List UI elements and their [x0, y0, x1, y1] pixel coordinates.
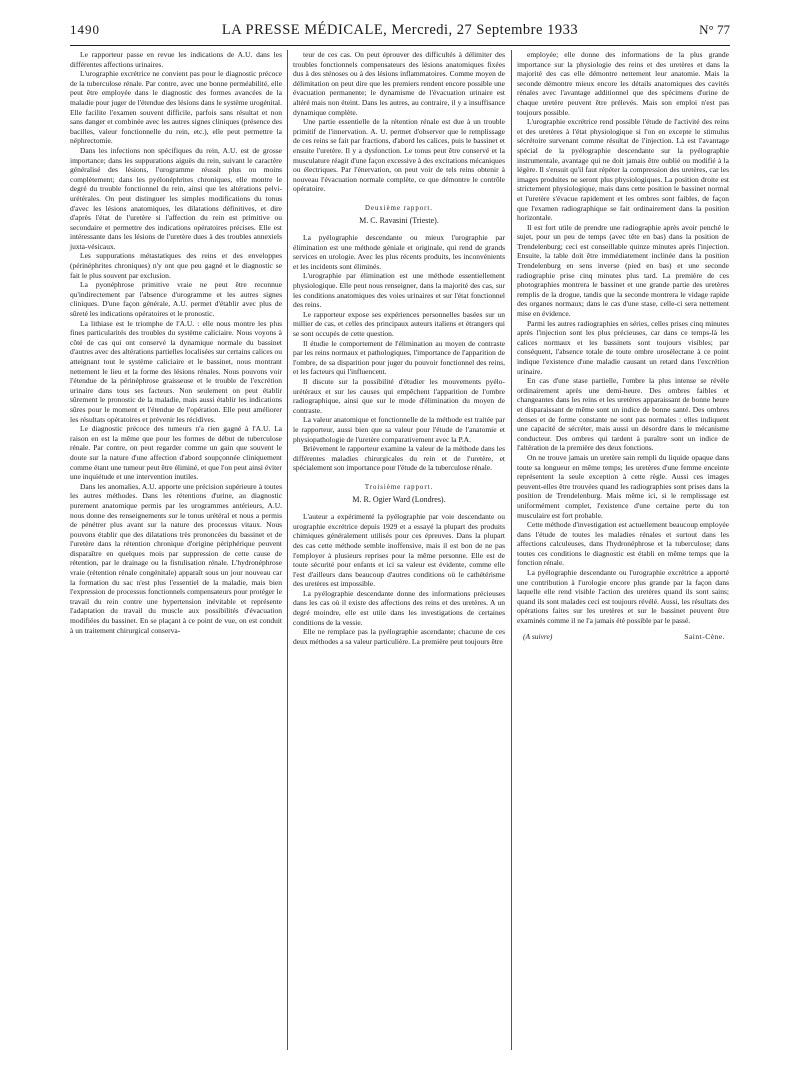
paragraph: La lithiase est le triomphe de l'A.U. : elle nous montre les plus fines particularités des troubles du système caliciaire. Nous voyons à côté de cas qui ont conservé la dynamique normale du bassinet d'autres avec des altérations partielles localisées sur certains calices ou atteignant tout le système caliciaire et le bassinet, nous montrant nettement le lieu et la forme des lésions rénales. Nous pouvons voir l'étendue de la périnéphrose graisseuse et le trouble de l'excrétion urinaire dans tous ses facteurs. Non seulement on peut établir sûrement le pronostic de la maladie, mais aussi établir les indications sûres pour le moment et l'étendue de l'opération. Elle peut améliorer les résultats opératoires et prévenir les récidives.: [70, 318, 282, 424]
issue-number: N° 77: [699, 22, 730, 37]
paragraph: Elle ne remplace pas la pyélographie ascendante; chacune de ces deux méthodes a sa valeur particulière. La première peut toujours être: [293, 627, 505, 646]
paragraph: La valeur anatomique et fonctionnelle de la méthode est traitée par le rapporteur, aussi bien que sa valeur pour l'étude de l'anatomie et physiopathologie de l'uretère comparativement avec la P.A.: [293, 415, 505, 444]
paragraph: Dans les infections non spécifiques du rein, A.U. est de grosse importance; dans les suppurations aiguës du rein, suivant le caractère généralisé des lésions, l'urogramme réussit plus ou moins complètement; dans les pyélonéphrites chroniques, elle montre le degré du trouble fonctionnel du rein, ainsi que les altérations pelvi-urétérales. On peut distinguer les simples modifications du tonus d'avec les lésions anatomiques, les dilatations définitives, et dire d'après l'état de l'uretère si l'affection du rein est primitive ou secondaire et permettre des indications opératoires précises. Elle est intéressante dans les lésions de l'uretère dues à des troubles annexiels juxta-vésicaux.: [70, 145, 282, 251]
paragraph: L'urographie par élimination est une méthode essentiellement physiologique. Elle peut nous renseigner, dans la majorité des cas, sur les conditions anatomiques des voies urinaires et sur l'état fonctionnel des reins.: [293, 271, 505, 310]
section-author: M. C. Ravasini (Trieste).: [359, 215, 439, 225]
section-label: Deuxième rapport.: [365, 204, 433, 212]
section-label: Troisième rapport.: [364, 483, 434, 491]
paragraph: Le rapporteur passe en revue les indications de A.U. dans les différentes affections urinaires.: [70, 50, 282, 69]
paragraph: Parmi les autres radiographies en séries, celles prises cinq minutes après l'injection sont les plus précieuses, car dans ce temps-là les calices normaux et les bassinets sont toujours visibles; par conséquent, l'absence totale de toute ombre urosélectane à ce point indique l'existence d'une maladie causant un retard dans l'excrétion urinaire.: [517, 318, 729, 376]
paragraph: On ne trouve jamais un uretère sain rempli du liquide opaque dans toute sa longueur en même temps; les uretères d'une femme enceinte représentent la seule exception à cette règle. Aussi ces images peuvent-elles être trouvées quand les radiographies sont prises dans la position de Trendelenburg. Mais même ici, si le remplissage est uniformément complet, l'existence d'une certaine perte du ton musculaire est fort probable.: [517, 452, 729, 520]
paragraph: La pyélographie descendante donne des informations précieuses dans les cas où il existe des affections des reins et des uretères. A un degré moindre, elle est utile dans les investigations de certaines conditions de la vessie.: [293, 588, 505, 627]
paragraph: Le rapporteur expose ses expériences personnelles basées sur un millier de cas, et celles des principaux auteurs italiens et étrangers qui se sont occupés de cette question.: [293, 309, 505, 339]
paragraph: Il discute sur la possibilité d'étudier les mouvements pyélo-urétéraux et sur les causes qui empêchent l'apparition de l'ombre radiographique, ainsi que sur le mode d'élimination du moyen de contraste.: [293, 377, 505, 415]
column-2: [293, 50, 505, 646]
column-divider: [287, 50, 288, 1050]
paragraph: Brièvement le rapporteur examine la valeur de la méthode dans les différentes maladies chirurgicales du rein et de l'uretère, et spécialement son importance pour l'étude de la tuberculose rénale.: [293, 444, 505, 473]
paragraph: teur de ces cas. On peut éprouver des difficultés à délimiter des troubles fonctionnels compensateurs des lésions anatomiques fixées dus à des sténoses ou à des lésions inflammatoires. Comme moyen de délimitation on peut dire que les premiers rendent encore possible une évacuation permanente; le dynamisme de l'évacuation urinaire est altéré mais non éteint. Dans les autres, au contraire, il y a insuffisance dynamique complète.: [293, 50, 505, 117]
paragraph: employée; elle donne des informations de la plus grande importance sur la physiologie des reins et des uretères et dans la majorité des cas elle démontre nettement leur anatomie. Mais la seconde démontre mieux encore les détails anatomiques des cavités rénales avec l'avantage additionnel que des spécimens d'urine de chaque uretère peuvent être prélevés. Mais son emploi n'est pas toujours possible.: [517, 50, 729, 117]
journal-title: LA PRESSE MÉDICALE, Mercredi, 27 Septembre 1933: [221, 22, 579, 38]
paragraph: En cas d'une stase partielle, l'ombre la plus intense se révèle ordinairement après une demi-heure. Des ombres faibles et changeantes dans les reins et les uretères apparaissant de bonne heure et disparaissant de même sont un indice de bonne santé. Des ombres denses et de forme constante ne sont pas normales : elles indiquent une capacité de sécréter, mais aussi un désordre dans le mécanisme conducteur. Des ombres qui tardent à paraître sont un indice de l'altération de la première des deux fonctions.: [517, 376, 729, 453]
header-rule: [70, 45, 730, 46]
column-1: [70, 50, 282, 635]
section-author: M. R. Ogier Ward (Londres).: [352, 494, 446, 504]
signature: Saint-Cène.: [684, 631, 725, 641]
paragraph: La pyélographie descendante ou mieux l'urographie par élimination est une méthode géniale et originale, qui rend de grands services en urologie. Avec les plus récents produits, les inconvénients et les incidents sont éliminés.: [293, 233, 505, 271]
paragraph: Les suppurations métastatiques des reins et des enveloppes (périnéphrites chroniques) n'y ont que peu gagné et le diagnostic se fait le plus souvent par exclusion.: [70, 251, 282, 280]
column-3: [517, 50, 729, 644]
paragraph: Une partie essentielle de la rétention rénale est due à un trouble primitif de l'innervation. A. U. permet d'observer que le remplissage de ces reins se fait par fractions, d'abord les calices, puis le bassinet et ensuite l'uretère. Il y a dysfonction. Le tonus peut être conservé et la musculature réagit d'une façon excessive à des excitations mécaniques ou électriques. Par l'énervation, on peut voir de tels reins obtenir à nouveau l'évacuation normale complète, ce que démontre le contrôle opératoire.: [293, 117, 505, 194]
continued-note: (A suivre): [523, 631, 553, 641]
page-header: [70, 22, 730, 42]
paragraph: Dans les anomalies, A.U. apporte une précision supérieure à toutes les autres méthodes. Dans les rétentions d'urine, au diagnostic purement anatomique permis par les urogrammes antérieurs, A.U. nous donne des renseignements sur le tonus urétéral et nous a permis de pénétrer plus avant sur la nature des processus vitaux. Nous pouvons établir que des dilatations très prononcées du bassinet et de l'uretère dans la rétention chronique d'origine périphérique peuvent disparaître en quelques mois par suppression de cette cause de rétention, par le drainage ou la fistulisation rénale. L'hydronéphrose vraie (rétention rénale congénitale) apparaît sous un jour nouveau car la formation du sac n'est plus l'essentiel de la maladie, mais bien l'expression de processus fonctionnels compensateurs pour protéger le travail du rein contre une hypertension inévitable et représente l'adaptation du travail du muscle aux possibilités d'évacuation modifiées du bassinet. En se plaçant à ce point de vue, on est conduit à un traitement chirurgical conserva-: [70, 481, 282, 635]
paragraph: Le diagnostic précoce des tumeurs n'a rien gagné à l'A.U. La raison en est la même que pour les formes de début de tuberculose rénale. Par contre, on peut regarder comme un gain que souvent le doute sur la nature d'une affection d'abord soupçonnée cliniquement comme étant une tumeur peut être éliminé, et que l'on peut ainsi éviter une inquiétude et une intervention inutiles.: [70, 424, 282, 482]
paragraph: Il étudie le comportement de l'élimination au moyen de contraste par les reins normaux et pathologiques, l'importance de l'apparition de l'ombre, de sa disparition pour juger du pouvoir fonctionnel des reins, et les facteurs qui l'influencent.: [293, 338, 505, 377]
page-number: 1490: [70, 22, 100, 37]
paragraph: L'urographie excrétrice rend possible l'étude de l'activité des reins et des uretères à l'état physiologique si l'on en excepte le stimulus sécrétoire survenant comme résultat de l'injection. Là est l'avantage spécial de la pyélographie descendante sur la pyélographie instrumentale, avantage qui ne doit jamais être oublié ou modifié à la légère. Il s'ensuit qu'il faut répéter la compression des uretères, car les images produites ne seront plus physiologiques. La position droite est strictement physiologique, mais dans cette position le bassinet normal et l'uretère s'évacue rapidement et les ombres sont faibles, de façon que l'examen radiographique se fait ordinairement dans la position horizontale.: [517, 117, 729, 223]
column-divider: [511, 50, 512, 1050]
paragraph: L'urographie excrétrice ne convient pas pour le diagnostic précoce de la tuberculose rénale. Par contre, avec une bonne perméabilité, elle peut être employée dans le diagnostic des formes avancées de la maladie pour juger de l'étendue des lésions dans le système urogénital. Elle facilite l'examen souvent difficile, parfois sans résultat et non sans danger et combinée avec les autres signes cliniques (présence des bacilles, valeur fonctionnelle du rein, etc.), elle peut permettre la néphrectomie.: [70, 69, 282, 146]
paragraph: La pyonéphrose primitive vraie ne peut être reconnue qu'indirectement par l'absence d'urogramme et les autres signes cliniques. D'une façon générale, A.U. permet d'établir avec plus de sûreté les indications opératoires et le pronostic.: [70, 280, 282, 319]
paragraph: Il est fort utile de prendre une radiographie après avoir penché le sujet, pour un peu de temps (avec tête en bas) dans la position de Trendelenburg; ceci est conseillable quinze minutes après l'injection. Ensuite, la table doit être immédiatement inclinée dans la position Trendelenburg en sens inverse (pied en bas) et une seconde radiographie prise cinq minutes plus tard. La première de ces photographies montrera le bassinet et une grande partie des uretères remplis de la drogue, tandis que la seconde montrera le vidage rapide des organes normaux; dans le cas d'une stase, celle-ci sera nettement mise en évidence.: [517, 222, 729, 319]
article-footer: [517, 632, 729, 644]
paragraph: L'auteur a expérimenté la pyélographie par voie descendante ou urographie excrétrice depuis 1929 et a essayé la plupart des produits chimiques généralement utilisés pour ces épreuves. Dans la plupart des cas cette méthode semble inoffensive, mais il est bon de ne pas l'employer à plusieurs reprises pour la même personne. Elle est de toute sécurité pour enfants et ici sa valeur est évidente, comme elle l'est d'ailleurs dans beaucoup d'autres conditions où le cathétérisme des uretères est impossible.: [293, 512, 505, 589]
paragraph: La pyélographie descendante ou l'urographie excrétrice a apporté une contribution à l'urologie encore plus grande par la façon dans laquelle elle rend visible l'action des uretères quand ils sont sains; quand ils sont malades ceci est toujours révélé. Aussi, les résultats des opérations faites sur les uretères et sur le bassinet peuvent être examinés comme il ne l'a jamais été possible par le passé.: [517, 568, 729, 626]
paragraph: Cette méthode d'investigation est actuellement beaucoup employée dans l'étude de toutes les maladies rénales et surtout dans les affections calculeuses, dans l'hydronéphrose et la tuberculose; dans toutes ces conditions le diagnostic est établi en même temps que la fonction rénale.: [517, 520, 729, 568]
